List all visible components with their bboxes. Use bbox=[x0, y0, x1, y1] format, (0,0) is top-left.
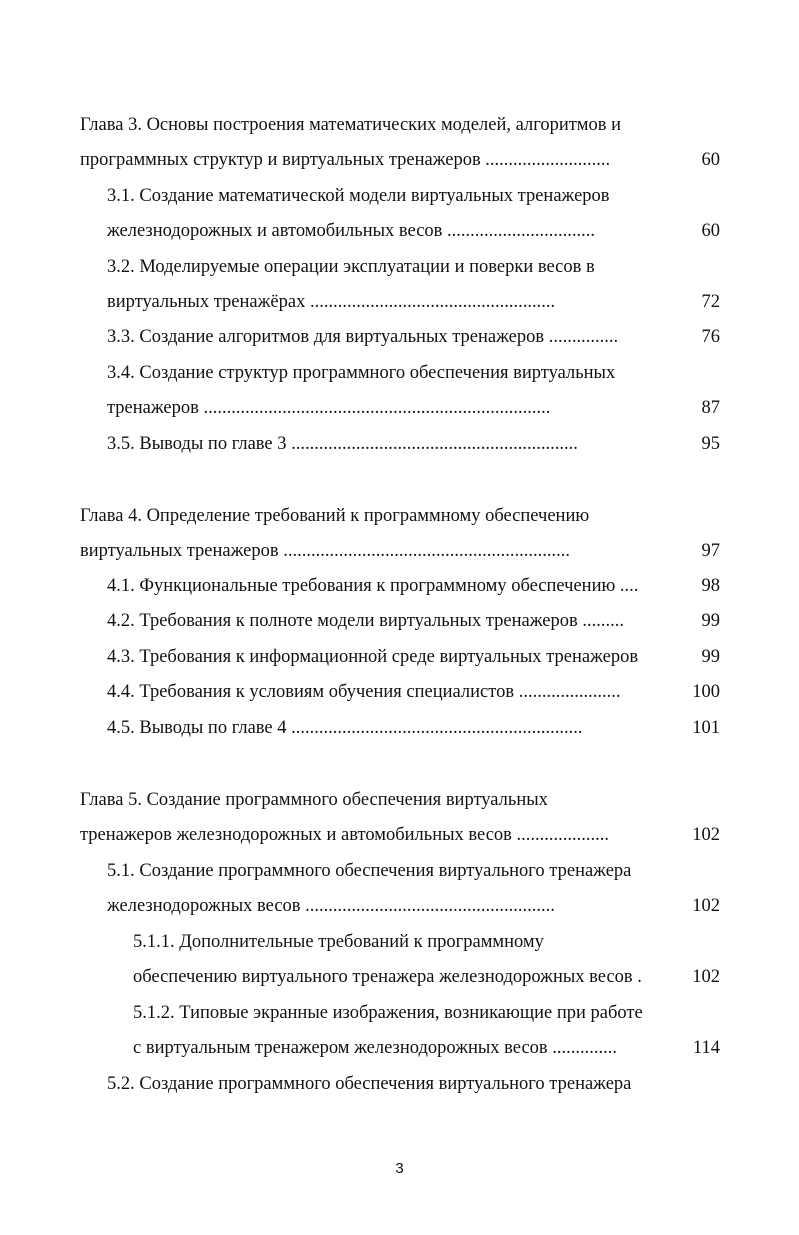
toc-entry-text: 4.5. Выводы по главе 4 ............................................................... bbox=[107, 718, 583, 738]
toc-entry-text: виртуальных тренажёрах ..................................................... bbox=[107, 292, 556, 312]
toc-entry-3-4-cont bbox=[107, 394, 720, 422]
toc-page-number: 98 bbox=[701, 576, 720, 596]
toc-entry-5-1-2 bbox=[133, 999, 720, 1027]
toc-entry-text: обеспечению виртуального тренажера железнодорожных весов . bbox=[133, 967, 642, 987]
toc-entry-text: 3.4. Создание структур программного обеспечения виртуальных bbox=[107, 363, 616, 383]
toc-page-number: 87 bbox=[701, 398, 720, 418]
toc-entry-5-1 bbox=[107, 857, 720, 885]
page-number: 3 bbox=[395, 1160, 404, 1177]
toc-entry-text: 5.1.1. Дополнительные требований к программному bbox=[133, 932, 544, 952]
toc-entry-text: Глава 5. Создание программного обеспечения виртуальных bbox=[80, 790, 548, 810]
toc-entry-chapter-3-cont bbox=[80, 146, 720, 174]
toc-entry-5-1-2-cont bbox=[133, 1034, 720, 1062]
toc-entry-text: железнодорожных весов ...................................................... bbox=[107, 896, 555, 916]
toc-entry-chapter-5-cont bbox=[80, 821, 720, 849]
toc-entry-text: 3.2. Моделируемые операции эксплуатации и поверки весов в bbox=[107, 257, 595, 277]
toc-entry-text: тренажеров ........................................................................... bbox=[107, 398, 551, 418]
toc-page-number: 97 bbox=[701, 541, 720, 561]
toc-entry-3-3 bbox=[107, 323, 720, 351]
toc-entry-text: 4.2. Требования к полноте модели виртуальных тренажеров ......... bbox=[107, 611, 624, 631]
toc-entry-text: Глава 4. Определение требований к программному обеспечению bbox=[80, 506, 590, 526]
toc-entry-chapter-3 bbox=[80, 111, 720, 139]
toc-page-number: 60 bbox=[701, 150, 720, 170]
toc-entry-4-2 bbox=[107, 607, 720, 635]
toc-entry-5-1-1 bbox=[133, 928, 720, 956]
toc-entry-5-1-1-cont bbox=[133, 963, 720, 991]
toc-page-number: 60 bbox=[701, 221, 720, 241]
toc-entry-chapter-5 bbox=[80, 786, 720, 814]
toc-entry-text: 3.3. Создание алгоритмов для виртуальных тренажеров ............... bbox=[107, 327, 619, 347]
toc-entry-4-4 bbox=[107, 678, 720, 706]
toc-entry-text: 4.1. Функциональные требования к программному обеспечению .... bbox=[107, 576, 639, 596]
toc-entry-text: 3.5. Выводы по главе 3 .............................................................. bbox=[107, 434, 578, 454]
toc-entry-text: 5.1.2. Типовые экранные изображения, возникающие при работе bbox=[133, 1003, 643, 1023]
toc-page-number: 101 bbox=[692, 718, 720, 738]
toc-page-number: 100 bbox=[692, 682, 720, 702]
toc-entry-3-1-cont bbox=[107, 217, 720, 245]
toc-page-number: 102 bbox=[692, 825, 720, 845]
toc-page-number: 99 bbox=[701, 611, 720, 631]
toc-entry-text: Глава 3. Основы построения математических моделей, алгоритмов и bbox=[80, 115, 622, 135]
toc-entry-chapter-4-cont bbox=[80, 537, 720, 565]
toc-entry-5-2 bbox=[107, 1070, 720, 1098]
toc-entry-text: 4.4. Требования к условиям обучения специалистов ...................... bbox=[107, 682, 621, 702]
toc-entry-text: 5.2. Создание программного обеспечения виртуального тренажера bbox=[107, 1074, 632, 1094]
toc-entry-3-2 bbox=[107, 253, 720, 281]
toc-entry-text: тренажеров железнодорожных и автомобильных весов .................... bbox=[80, 825, 610, 845]
toc-entry-text: 5.1. Создание программного обеспечения виртуального тренажера bbox=[107, 861, 632, 881]
toc-entry-3-5 bbox=[107, 430, 720, 458]
toc-entry-4-3 bbox=[107, 643, 720, 671]
toc-entry-chapter-4 bbox=[80, 502, 720, 530]
toc-entry-5-1-cont bbox=[107, 892, 720, 920]
toc-entry-4-1 bbox=[107, 572, 720, 600]
toc-entry-text: 3.1. Создание математической модели виртуальных тренажеров bbox=[107, 186, 610, 206]
toc-entry-text: с виртуальным тренажером железнодорожных весов .............. bbox=[133, 1038, 618, 1058]
toc-entry-3-2-cont bbox=[107, 288, 720, 316]
toc-page-number: 95 bbox=[701, 434, 720, 454]
toc-page-number: 114 bbox=[692, 1038, 720, 1058]
toc-page-number: 72 bbox=[701, 292, 720, 312]
toc-page-number: 99 bbox=[701, 647, 720, 667]
toc-entry-text: железнодорожных и автомобильных весов ................................ bbox=[107, 221, 596, 241]
toc-entry-3-1 bbox=[107, 182, 720, 210]
toc-entry-3-4 bbox=[107, 359, 720, 387]
toc-page-number: 102 bbox=[692, 967, 720, 987]
toc-entry-text: программных структур и виртуальных тренажеров ........................... bbox=[80, 150, 611, 170]
toc-entry-4-5 bbox=[107, 714, 720, 742]
toc-entry-text: виртуальных тренажеров .............................................................. bbox=[80, 541, 570, 561]
toc-entry-text: 4.3. Требования к информационной среде виртуальных тренажеров bbox=[107, 647, 639, 667]
toc-page-number: 102 bbox=[692, 896, 720, 916]
toc-page-number: 76 bbox=[701, 327, 720, 347]
